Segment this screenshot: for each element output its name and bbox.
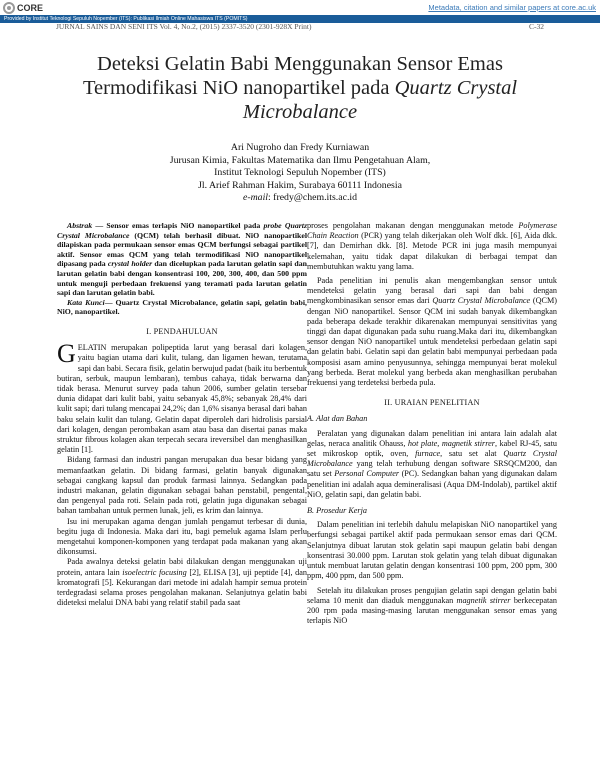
core-logo[interactable]	[3, 2, 43, 14]
intro-p1-text: ELATIN merupakan polipeptida larut yang berasal dari kolagen, yaitu bagian utama dari kulit, tulang, dan ligamen hewan, terutama sapi dan babi. Secara fisik, gelatin berwujud padat (baik itu berbentuk butiran, serbuk, maupun lembaran), tembus cahaya, tidak berwarna dan tidak berasa. Menurut survey pada tahun 2006, sumber gelatin tersebar dunia didapat dari kulit babi, yaitu sebanyak 45,8%; sebanyak 28,4% dari kulit sapi; dari tulang mencapai 24,2%; dan 1,6% sisanya berasal dari bahan baku selain kulit dan tulang. Gelatin dapat diperoleh dari hidrolisis parsial dari kolagen, dengan perombakan asam atau basa dan disertai panas maka struktur fibrous kolagen akan terpecah secara ireversibel dan menghasilkan gelatin [1].	[57, 343, 307, 455]
core-logo-icon	[3, 2, 15, 14]
intro-paragraph-1	[57, 339, 307, 455]
intro-paragraph-4	[57, 557, 307, 608]
section-heading-introduction: I. PENDAHULUAN	[146, 326, 218, 336]
abstract-text-c: dan dicelupkan pada larutan gelatin sapi dan larutan gelatin babi dengan konsentrasi 100, 200, 300, 400, dan 500 ppm untuk menguji perbedaan frekuensi yang teramati pada larutan gelatin sapi dan larutan gelatin babi.	[57, 259, 307, 298]
procedure-paragraph-2	[307, 586, 557, 627]
tools-it2: magnetik stirrer	[441, 438, 495, 448]
right-p2-italic: Quartz Crystal Microbalance	[432, 296, 531, 306]
right-column	[307, 221, 557, 626]
paper-title	[40, 52, 560, 124]
intro-paragraph-2: Bidang farmasi dan industri pangan merupakan dua besar bidang yang memanfaatkan gelatin. Di bidang farmasi, gelatin banyak digunakan sebagai cangkang kapsul dan produk farmasi lainnya. Sedangkan pada industri makanan, gelatin digunakan sebagai bahan penstabil, pengental, dan pengenyal pada roti. Selain pada roti, gelatin juga digunakan sebagai bahan tambahan untuk permen lunak, jeli, es krim dan lainnya.	[57, 455, 307, 516]
journal-header	[56, 22, 544, 32]
core-banner	[0, 0, 600, 15]
address: Jl. Arief Rahman Hakim, Surabaya 60111 Indonesia	[198, 179, 402, 191]
section-heading-methods: II. URAIAN PENELITIAN	[384, 398, 480, 408]
journal-info: JURNAL SAINS DAN SENI ITS Vol. 4, No.2, (2015) 2337-3520 (2301-928X Print)	[56, 22, 312, 31]
keywords	[57, 298, 307, 317]
title-text	[40, 52, 560, 124]
keywords-label: Kata Kunci	[67, 297, 105, 307]
abstract-label: Abstrak	[67, 221, 93, 230]
abstract-holder: crystal holder	[107, 259, 153, 269]
tools-it4: Quartz Crystal Microbalance	[307, 449, 557, 469]
tools-a: Peralatan yang digunakan dalam penelitian ini antara lain adalah alat gelas, neraca analitik Ohauss,	[307, 428, 557, 448]
intro-p4-a: Pada awalnya deteksi gelatin babi dilakukan dengan menggunakan uji protein, antara lain	[57, 557, 307, 577]
left-column	[57, 221, 307, 608]
intro-paragraph-3: Isu ini merupakan agama dengan jumlah pengamut terbesar di dunia, begitu juga di Indonesia. Maka dari itu, bagi pemeluk agama Islam perlu mengetahui komponen-komponen yang terdapat pada makanan yang akan dikonsumsi.	[57, 516, 307, 557]
email	[60, 192, 540, 205]
procedure-p2-a: Setelah itu dilakukan proses pengujian gelatin sapi dengan gelatin babi selama 10 menit dan diaduk menggunakan	[307, 585, 557, 605]
right-p2-a: Pada penelitian ini penulis akan mengembangkan sensor untuk mendeteksi gelatin yang berasal dari sapi dan babi dengan mengkombinasikan sensor emas dari	[307, 276, 557, 306]
tools-it1: hot plate	[407, 438, 438, 448]
abstract-text-a: — Sensor emas terlapis NiO nanopartikel pada	[92, 221, 264, 230]
keywords-text: — Quartz Crystal Microbalance, gelatin sapi, gelatin babi, NiO, nanopartikel.	[57, 297, 307, 317]
abstract	[57, 221, 307, 298]
author-block	[60, 142, 540, 205]
title-line-2: Termodifikasi NiO nanopartikel pada	[82, 77, 395, 99]
subheading-procedure: B. Prosedur Kerja	[307, 506, 367, 516]
tools-d: , satu set alat	[440, 449, 504, 459]
affiliation-1: Jurusan Kimia, Fakultas Matematika dan Ilmu Pengetahuan Alam,	[169, 154, 431, 166]
right-p2-b: (QCM) dengan NiO nanopartikel. Sensor QCM ini sudah banyak dikembangkan pada beberapa dekade terakhir dikarenakan mempunyai sensitivitas yang tinggi dan dapat digunakan pada suhu ruang.Maka dari itu, dikembangkan sensor dengan NiO nanopartikel untuk mendeteksi perbedaan gelatin sapi dan gelatin babi. Gelatin sapi dan gelatin babi mempunyai perbedaan pada komposisi asam amino penyusunnya, sehingga mempunyai berat molekul yang berbeda. Berat molekul yang berbeda akan menghasilkan perubahan frekuensi yang terdeteksi berbeda pula.	[307, 296, 557, 388]
core-logo-text: CORE	[17, 2, 44, 13]
affiliation-2: Institut Teknologi Sepuluh Nopember (ITS)	[214, 167, 386, 178]
subheading-tools: A. Alat dan Bahan	[307, 414, 368, 424]
author-names: Ari Nugroho dan Fredy Kurniawan	[230, 142, 370, 153]
right-paragraph-2	[307, 276, 557, 388]
abstract-probe: probe Quartz Crystal Microbalance	[57, 221, 307, 240]
provider-bar[interactable]: Provided by Institut Teknologi Sepuluh Nopember (ITS): Publikasi Ilmiah Online Mahasiswa ITS (POMITS)	[0, 15, 600, 23]
tools-b: ,	[437, 438, 442, 448]
email-label: e-mail	[242, 192, 269, 203]
page-number: C-32	[529, 22, 544, 31]
right-paragraph-1	[307, 221, 557, 272]
title-line-1: Deteksi Gelatin Babi Menggunakan Sensor Emas	[97, 53, 503, 75]
right-p1-italic: Polymerase Chain Reaction	[307, 221, 557, 241]
right-p1-b: (PCR) yang telah dikerjakan oleh Wolf dkk. [6], Aida dkk. [7], dan Demirhan dkk. [8]. Metode PCR ini juga masih mempunyai kelemahan, yaitu tidak dapat dilakukan di berbagai tempat dan membutuhkan waktu yang lama.	[307, 231, 557, 271]
title-line-2-italic: Quartz Crystal	[394, 77, 518, 99]
procedure-p2-italic: magnetik stirrer	[456, 595, 511, 605]
dropcap: G	[57, 339, 76, 369]
title-line-3: Microbalance	[242, 101, 358, 123]
tools-it5: Personal Computer	[334, 469, 400, 479]
right-p1-a: proses pengolahan makanan dengan menggunakan metode	[307, 221, 519, 230]
email-value: : fredy@chem.its.ac.id	[268, 192, 358, 203]
tools-c: , kabel RJ-45, satu set mikroskop optik, oven,	[307, 438, 558, 459]
intro-p4-italic: isoelectric focusing	[122, 567, 187, 577]
metadata-link[interactable]: Metadata, citation and similar papers at core.ac.uk	[428, 3, 596, 12]
tools-paragraph	[307, 429, 557, 500]
procedure-p2-b: berkecepatan 200 rpm pada masing-masing larutan menggunakan sensor emas yang terlapis NiO	[307, 595, 558, 626]
intro-p4-b: [2], ELISA [3], uji peptide [4], dan kromatografi [5]. Kekurangan dari metode ini adalah hampir semua protein terdegradasi selama proses pengolahan makanan. Selanjutnya gelatin babi dideteksi melalui DNA babi yang relatif stabil pada saat	[57, 567, 307, 608]
tools-e: yang telah terhubung dengan software SRSQCM200, dan satu set	[307, 459, 557, 479]
tools-it3: furnace	[415, 449, 441, 459]
procedure-paragraph-1: Dalam penelitian ini terlebih dahulu melapiskan NiO nanopartikel yang berfungsi sebagai partikel aktif pada permukaan sensor emas dari QCM. Selanjutnya dibuat larutan stok gelatin sapi maupun gelatin babi dengan konsentrasi 30.000 ppm. Larutan stok gelatin yang telah dibuat digunakan untuk membuat larutan gelatin dengan konsentrasi 100 ppm, 200 ppm, 300 ppm, 400 ppm, dan 500 ppm.	[307, 520, 557, 581]
tools-f: (PC). Sedangkan bahan yang digunakan dalam penelitian ini adalah aqua demineralisasi (Aqua DM-Indolab), partikel aktif NiO, gelatin sapi, dan gelatin babi.	[307, 469, 557, 499]
abstract-text-b: (QCM) telah berhasil dibuat. NiO nanopartikel dilapiskan pada permukaan sensor emas QCM berfungsi sebagai partikel aktif. Sensor emas QCM yang telah termodifikasi NiO nanopartikel dipasang pada	[57, 230, 307, 269]
